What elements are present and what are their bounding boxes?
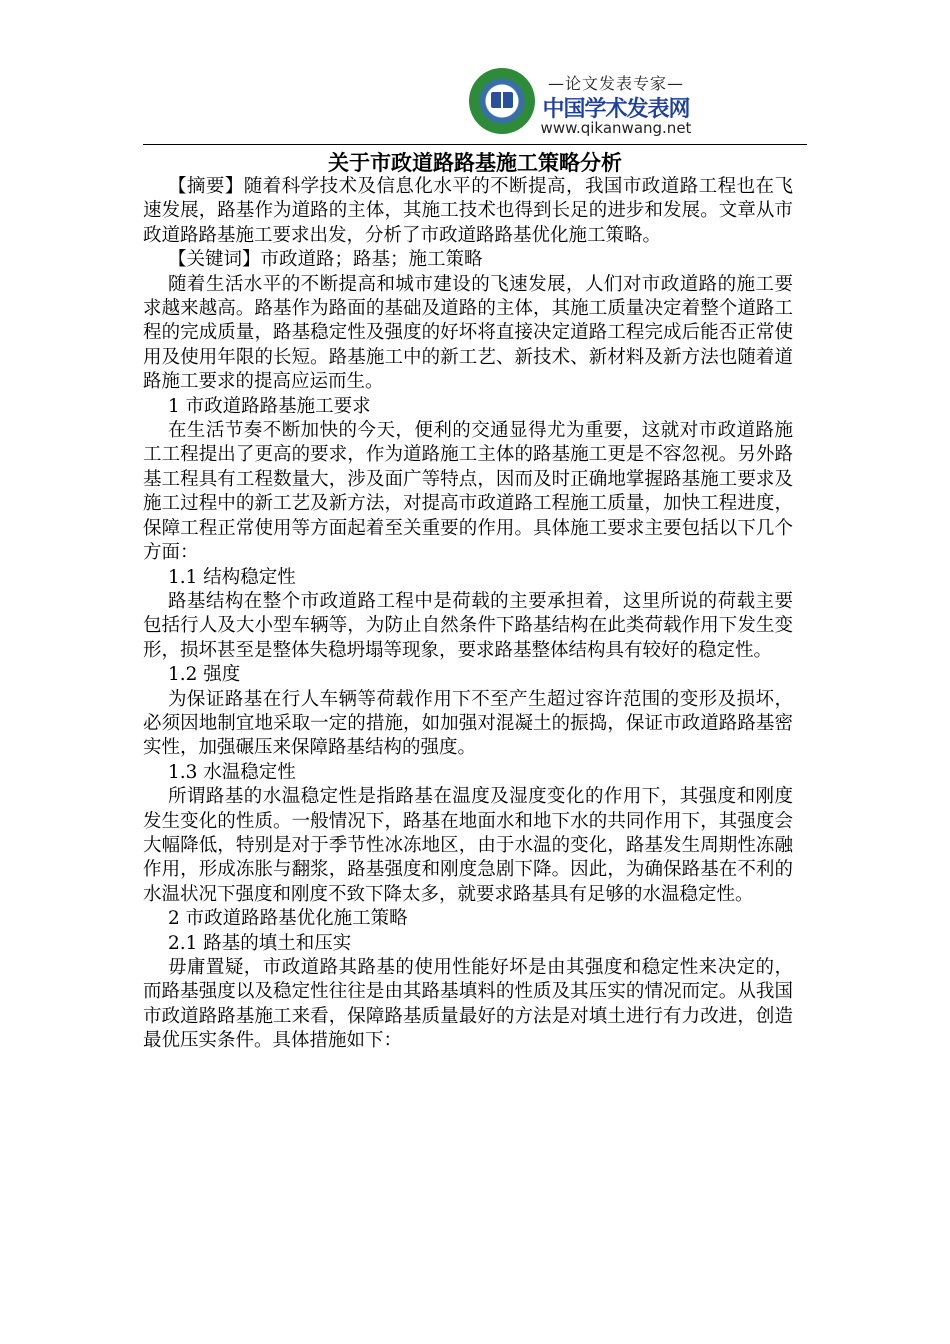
abstract-paragraph: 【摘要】随着科学技术及信息化水平的不断提高，我国市政道路工程也在飞速发展，路基作为道路的主体，其施工技术也得到长足的进步和发展。文章从市政道路路基施工要求出发，分析了市政道路路基优化施工策略。 [143, 176, 793, 246]
subsection-heading-1-2: 1.2 强度 [167, 664, 241, 686]
subsection-heading-1-3: 1.3 水温稳定性 [167, 761, 296, 783]
logo-url: www.qikanwang.net [540, 119, 692, 137]
subsection-heading-1-1: 1.1 结构稳定性 [167, 566, 296, 588]
body-paragraph: 为保证路基在行人车辆等荷载作用下不至产生超过容许范围的变形及损坏，必须因地制宜地采取一定的措施，如加强对混凝土的振捣，保证市政道路路基密实性，加强碾压来保障路基结构的强度。 [143, 688, 793, 759]
section-heading-1: 1 市政道路路基施工要求 [167, 395, 371, 417]
body-paragraph: 所谓路基的水温稳定性是指路基在温度及湿度变化的作用下，其强度和刚度发生变化的性质。一般情况下，路基在地面水和地下水的共同作用下，其强度会大幅降低，特别是对于季节性冰冻地区，由于水温的变化，路基发生周期性冻融作用，形成冻胀与翻浆，路基强度和刚度急剧下降。因此，为确保路基在不利的水温状况下强度和刚度不致下降太多，就要求路基具有足够的水温稳定性。 [143, 786, 793, 905]
publisher-logo [469, 68, 697, 138]
subsection-heading-2-1: 2.1 路基的填土和压实 [167, 932, 352, 954]
logo-slogan: —论文发表专家— [547, 74, 684, 93]
intro-paragraph: 随着生活水平的不断提高和城市建设的飞速发展，人们对市政道路的施工要求越来越高。路基作为路面的基础及道路的主体，其施工质量决定着整个道路工程的完成质量，路基稳定性及强度的好坏将直接决定道路工程完成后能否正常使用及使用年限的长短。路基施工中的新工艺、新技术、新材料及新方法也随着道路施工要求的提高应运而生。 [143, 273, 793, 393]
body-paragraph: 在生活节奏不断加快的今天，便利的交通显得尤为重要，这就对市政道路施工工程提出了更高的要求，作为道路施工主体的路基施工更是不容忽视。另外路基工程具有工程数量大，涉及面广等特点，因而及时正确地掌握路基施工要求及施工过程中的新工艺及新方法，对提高市政道路工程施工质量，加快工程进度，保障工程正常使用等方面起着至关重要的作用。具体施工要求主要包括以下几个方面： [143, 420, 793, 564]
badge-icon [469, 68, 535, 134]
document-title: 关于市政道路路基施工策略分析 [328, 150, 622, 175]
section-heading-2: 2 市政道路路基优化施工策略 [167, 908, 408, 930]
body-paragraph: 路基结构在整个市政道路工程中是荷载的主要承担着，这里所说的荷载主要包括行人及大小型车辆等，为防止自然条件下路基结构在此类荷载作用下发生变形，损坏甚至是整体失稳坍塌等现象，要求路基整体结构具有较好的稳定性。 [143, 590, 793, 661]
book-icon [491, 92, 513, 108]
body-paragraph: 毋庸置疑，市政道路其路基的使用性能好坏是由其强度和稳定性来决定的，而路基强度以及稳定性往往是由其路基填料的性质及其压实的情况而定。从我国市政道路路基施工来看，保障路基质量最好的方法是对填土进行有力改进，创造最优压实条件。具体措施如下： [143, 957, 793, 1052]
document-body [143, 175, 793, 1054]
logo-name: 中国学术发表网 [542, 97, 690, 122]
header-divider [143, 144, 807, 145]
keywords-paragraph: 【关键词】市政道路；路基；施工策略 [167, 249, 483, 271]
